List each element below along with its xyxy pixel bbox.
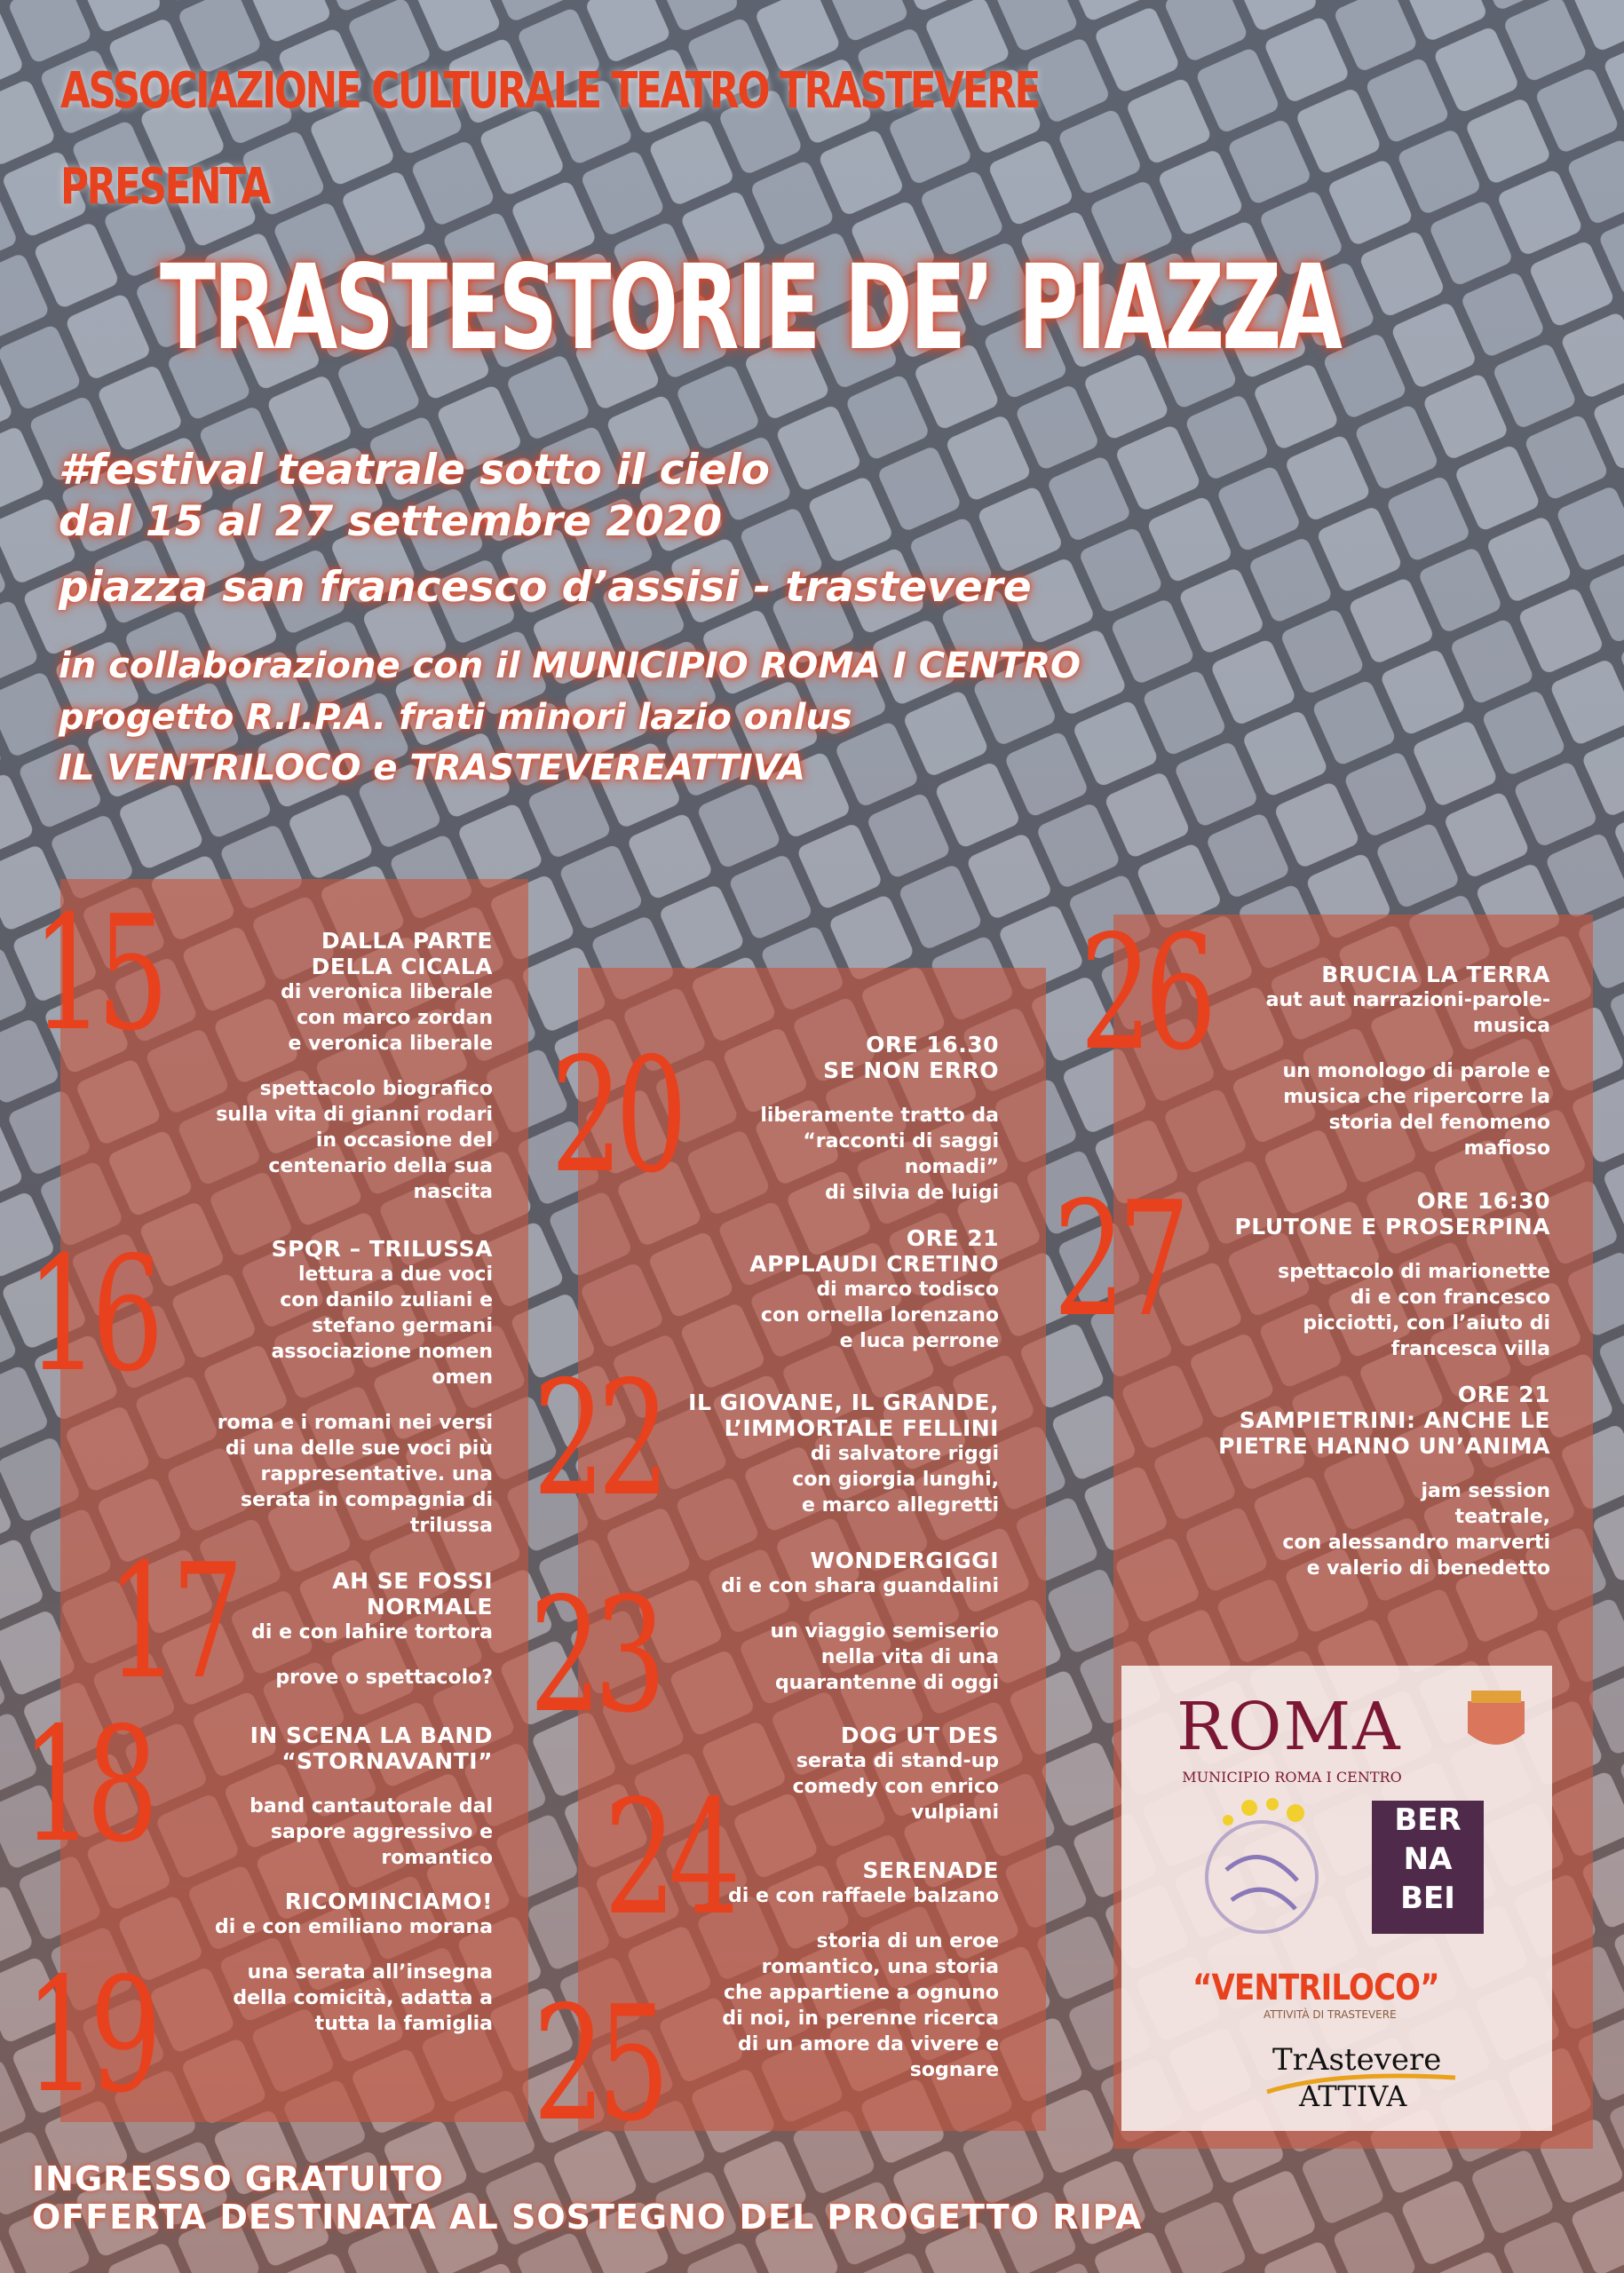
subtitle-line-1: #festival teatrale sotto il cielo [59, 446, 770, 495]
event-title: DELLA CICALA [311, 954, 493, 979]
event-spacer [1154, 1239, 1550, 1259]
event-detail: rappresentative. una [260, 1463, 493, 1485]
event-detail: aut aut narrazioni-parole- [1265, 989, 1550, 1011]
event-title: IN SCENA LA BAND [250, 1723, 493, 1748]
event-detail: in occasione del [315, 1129, 493, 1152]
event-title: RICOMINCIAMO! [284, 1889, 493, 1914]
day-number-17: 17 [107, 1530, 236, 1714]
bernabei-logo [1372, 1801, 1484, 1934]
event-day-26 [1154, 962, 1550, 1161]
event-title: NORMALE [366, 1594, 493, 1620]
event-detail: sognare [909, 2059, 999, 2081]
event-detail: associazione nomen [271, 1341, 493, 1363]
event-title: SE NON ERRO [823, 1057, 999, 1083]
event-detail: di e con emiliano morana [215, 1916, 493, 1938]
day-number-20: 20 [551, 1024, 680, 1208]
event-spacer [133, 1774, 493, 1794]
event-detail: sapore aggressivo e [270, 1821, 493, 1843]
roma-crest-icon [1459, 1683, 1533, 1758]
event-detail: nella vita di una [820, 1646, 999, 1668]
event-spacer [1154, 1039, 1550, 1058]
event-title: PLUTONE E PROSERPINA [1234, 1214, 1550, 1239]
day-number-23: 23 [529, 1564, 659, 1747]
event-detail: quarantenne di oggi [774, 1672, 999, 1694]
event-day-20 [639, 1032, 999, 1354]
event-detail: un viaggio semiserio [770, 1620, 999, 1643]
event-title: ORE 21 [1457, 1382, 1550, 1407]
event-day-16 [133, 1236, 493, 1539]
event-detail: teatrale, [1454, 1506, 1550, 1528]
event-title: BRUCIA LA TERRA [1321, 962, 1550, 987]
event-detail: di e con lahire tortora [251, 1621, 493, 1643]
event-title: “STORNAVANTI” [281, 1748, 493, 1774]
event-day-17 [178, 1568, 493, 1691]
event-detail: e marco allegretti [802, 1494, 999, 1517]
event-detail: una serata all’insegna [247, 1961, 493, 1984]
event-detail: e valerio di benedetto [1306, 1557, 1550, 1580]
event-detail: francesca villa [1390, 1338, 1550, 1360]
event-title: SAMPIETRINI: ANCHE LE [1239, 1407, 1550, 1433]
event-detail: nascita [413, 1181, 493, 1203]
event-detail: romantico [381, 1847, 493, 1869]
sponsor-logos [1121, 1666, 1552, 2131]
subtitle-line-2: dal 15 al 27 settembre 2020 [59, 497, 723, 546]
event-detail: picciotti, con l’aiuto di [1303, 1312, 1550, 1334]
trastevere-attiva-logo [1264, 2039, 1459, 2119]
event-detail: stefano germani [312, 1315, 493, 1337]
event-title: DOG UT DES [840, 1723, 999, 1748]
event-detail: roma e i romani nei versi [217, 1412, 493, 1434]
event-title: ORE 16.30 [866, 1032, 999, 1057]
event-spacer [639, 1909, 999, 1928]
event-spacer [133, 1057, 493, 1076]
day-number-16: 16 [27, 1223, 156, 1406]
subtitle-line-3: piazza san francesco d’assisi - trastevere [59, 563, 1032, 612]
event-spacer [89, 1940, 493, 1960]
event-detail: di e con shara guandalini [721, 1575, 999, 1597]
event-detail: e veronica liberale [288, 1033, 493, 1055]
municipio-label: MUNICIPIO ROMA I CENTRO [1182, 1769, 1402, 1786]
day-number-19: 19 [25, 1944, 154, 2127]
footer-offer: OFFERTA DESTINATA AL SOSTEGNO DEL PROGETTO RIPA [32, 2198, 1143, 2237]
event-detail: spettacolo biografico [259, 1078, 493, 1100]
event-title: DALLA PARTE [321, 928, 493, 954]
bernabei-line-1: BER [1394, 1802, 1462, 1838]
event-detail: musica [1472, 1015, 1550, 1037]
event-title: PIETRE HANNO UN’ANIMA [1218, 1433, 1550, 1459]
ventriloco-logo: “VENTRILOCO” [1192, 1968, 1439, 2008]
footer-free-entry: INGRESSO GRATUITO [32, 2159, 444, 2198]
event-title: SERENADE [862, 1857, 999, 1883]
event-detail: storia del fenomeno [1328, 1112, 1550, 1134]
event-day-18 [133, 1723, 493, 1871]
event-detail: che appartiene a ognuno [723, 1982, 999, 2004]
event-detail: “racconti di saggi [803, 1130, 999, 1152]
event-detail: comedy con enrico [792, 1776, 999, 1798]
day-number-26: 26 [1080, 901, 1209, 1085]
event-detail: prove o spettacolo? [275, 1667, 493, 1689]
event-title: AH SE FOSSI [332, 1568, 493, 1594]
event-detail: lettura a due voci [297, 1263, 493, 1286]
ventriloco-subtitle: ATTIVITÀ DI TRASTEVERE [1264, 2008, 1397, 2021]
collab-line-3: IL VENTRILOCO e TRASTEVEREATTIVA [59, 748, 805, 788]
event-detail: musica che ripercorre la [1283, 1086, 1550, 1108]
event-day-25 [639, 1857, 999, 2083]
event-spacer [1154, 1459, 1550, 1478]
event-detail: di veronica liberale [281, 981, 493, 1003]
event-detail: della comicità, adatta a [233, 1987, 493, 2009]
event-detail: serata di stand-up [796, 1750, 999, 1772]
event-detail: di silvia de luigi [825, 1182, 999, 1204]
event-detail: di e con francesco [1350, 1287, 1550, 1309]
event-title: APPLAUDI CRETINO [749, 1251, 999, 1277]
event-detail: jam session [1421, 1480, 1550, 1502]
event-detail: vulpiani [911, 1802, 999, 1824]
event-spacer [639, 1206, 999, 1225]
event-title: ORE 16:30 [1416, 1188, 1550, 1214]
event-spacer [639, 1083, 999, 1103]
event-detail: romantico, una storia [761, 1956, 999, 1978]
event-detail: un monologo di parole e [1282, 1060, 1550, 1082]
day-number-18: 18 [21, 1693, 151, 1877]
event-detail: spettacolo di marionette [1278, 1261, 1550, 1283]
event-detail: di marco todisco [816, 1279, 999, 1301]
association-name: ASSOCIAZIONE CULTURALE TEATRO TRASTEVERE [60, 62, 1040, 120]
attiva-word: ATTIVA [1299, 2079, 1407, 2113]
event-detail: nomadi” [904, 1156, 999, 1178]
event-spacer [1154, 1362, 1550, 1382]
event-day-15 [133, 928, 493, 1205]
event-detail: di e con raffaele balzano [728, 1885, 999, 1907]
event-detail: e luca perrone [839, 1330, 999, 1352]
event-detail: centenario della sua [268, 1155, 493, 1177]
presenta-label: PRESENTA [60, 158, 269, 216]
event-detail: di noi, in perenne ricerca [722, 2008, 999, 2030]
event-detail: con giorgia lunghi, [792, 1469, 999, 1491]
event-title: IL GIOVANE, IL GRANDE, [688, 1390, 999, 1415]
collab-line-2: progetto R.I.P.A. frati minori lazio onlus [59, 697, 852, 738]
event-day-22 [604, 1390, 999, 1518]
event-spacer [133, 1390, 493, 1410]
event-detail: trilussa [409, 1515, 493, 1537]
event-detail: omen [432, 1366, 493, 1389]
collab-line-1: in collaborazione con il MUNICIPIO ROMA I CENTRO [59, 645, 1081, 686]
event-title: L’IMMORTALE FELLINI [724, 1415, 999, 1441]
bernabei-line-3: BEI [1400, 1881, 1455, 1916]
event-day-27 [1154, 1188, 1550, 1581]
event-detail: serata in compagnia di [240, 1489, 493, 1511]
event-title: ORE 21 [906, 1225, 999, 1251]
day-number-25: 25 [533, 1972, 662, 2156]
roma-logo: ROMA [1176, 1689, 1402, 1765]
day-number-15: 15 [32, 882, 162, 1065]
day-number-27: 27 [1053, 1168, 1183, 1351]
event-detail: band cantautorale dal [250, 1795, 493, 1818]
day-number-22: 22 [533, 1347, 662, 1531]
festival-title: TRASTESTORIE DE’ PIAZZA [160, 240, 1341, 376]
event-title: WONDERGIGGI [810, 1548, 999, 1573]
roma-sotto-stelle-logo-icon [1191, 1795, 1333, 1946]
event-detail: con danilo zuliani e [280, 1289, 493, 1311]
event-day-23 [639, 1548, 999, 1696]
day-number-24: 24 [604, 1766, 733, 1950]
bernabei-line-2: NA [1403, 1841, 1453, 1877]
event-detail: con alessandro marverti [1282, 1532, 1550, 1554]
event-detail: di una delle sue voci più [225, 1437, 493, 1460]
event-detail: liberamente tratto da [760, 1105, 999, 1127]
event-spacer [639, 1599, 999, 1619]
event-detail: di salvatore riggi [810, 1443, 999, 1465]
event-detail: con marco zordan [297, 1007, 493, 1029]
event-detail: tutta la famiglia [314, 2013, 493, 2035]
event-day-24 [684, 1723, 999, 1826]
event-spacer [178, 1645, 493, 1665]
trastevere-word: TrAstevere [1272, 2042, 1442, 2078]
event-title: SPQR – TRILUSSA [271, 1236, 493, 1262]
event-detail: con ornella lorenzano [760, 1304, 999, 1327]
event-detail: sulla vita di gianni rodari [216, 1104, 493, 1126]
event-day-19 [89, 1889, 493, 2037]
event-detail: mafioso [1463, 1137, 1550, 1160]
event-detail: di un amore da vivere e [738, 2033, 999, 2055]
event-detail: storia di un eroe [816, 1930, 999, 1952]
